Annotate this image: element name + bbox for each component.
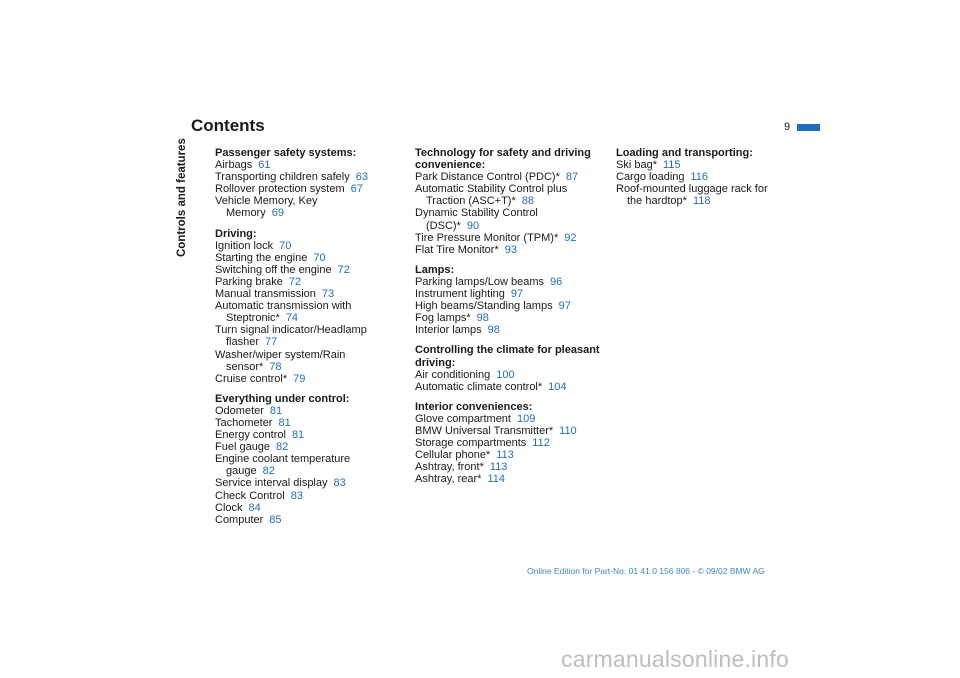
toc-entry[interactable] [415,461,605,473]
toc-entry-continuation [215,207,405,219]
toc-entry-label: Energy control [215,429,286,442]
section-tab-marker [797,124,820,131]
toc-entry[interactable] [215,490,405,502]
toc-section-title: Driving: [215,227,257,240]
toc-entry-continuation [415,195,605,207]
toc-section-title: Interior conveniences: [415,400,533,413]
toc-entry-label: Service interval display [215,477,328,490]
toc-entry[interactable] [215,453,405,477]
toc-page-link[interactable]: 113 [489,461,508,474]
toc-section [215,228,405,385]
toc-entry[interactable] [415,300,605,312]
toc-entry[interactable] [215,514,405,526]
toc-page-link[interactable]: 81 [278,416,291,429]
toc-entry-continuation [215,361,405,373]
toc-page-link[interactable]: 81 [291,429,305,442]
toc-entry[interactable] [215,159,405,171]
toc-section [415,344,605,392]
toc-entry-continuation [215,312,405,324]
toc-page-link[interactable]: 109 [516,412,536,425]
toc-entry[interactable] [616,159,806,171]
toc-page-link[interactable]: 78 [269,360,282,373]
toc-entry-label: Clock [215,501,243,514]
page-title: Contents [191,116,265,135]
toc-page-link[interactable]: 92 [564,231,577,244]
toc-entry-label: Engine coolant temperature [215,453,351,466]
toc-page-link[interactable]: 79 [293,372,306,385]
toc-page-link[interactable]: 82 [262,465,275,478]
toc-page-link[interactable]: 70 [279,239,292,252]
toc-entry[interactable] [215,276,405,288]
toc-page-link[interactable]: 72 [337,263,350,276]
toc-page-link[interactable]: 97 [558,300,571,313]
toc-entry-label: Automatic climate control* [415,380,543,393]
toc-entry-label: Cargo loading [616,171,685,184]
toc-entry[interactable] [415,244,605,256]
toc-page-link[interactable]: 116 [690,171,709,184]
toc-page-link[interactable]: 100 [496,368,515,381]
toc-page-link[interactable]: 72 [288,275,302,288]
toc-page-link[interactable]: 93 [504,243,517,256]
toc-entry-continuation-text: (DSC)* [426,219,461,232]
toc-entry[interactable] [215,417,405,429]
toc-page-link[interactable]: 87 [565,171,579,184]
toc-entry-label: Roof-mounted luggage rack for [616,183,768,196]
toc-entry[interactable] [415,369,605,381]
toc-page-link[interactable]: 73 [321,288,335,301]
toc-section [215,393,405,526]
toc-entry[interactable] [215,429,405,441]
toc-page-link[interactable]: 85 [269,513,282,526]
toc-entry-label: Tachometer [215,416,273,429]
toc-entry-label: Instrument lighting [415,288,505,301]
toc-entry-label: Air conditioning [415,368,491,381]
toc-section [415,401,605,486]
toc-entry[interactable] [415,288,605,300]
toc-page-link[interactable]: 98 [487,324,500,337]
toc-entry-label: Transporting children safely [215,171,350,184]
toc-entry-continuation-text: sensor* [226,360,264,373]
toc-entry[interactable] [415,381,605,393]
toc-entry-label: Fog lamps* [415,312,471,325]
toc-entry-label: Washer/wiper system/Rain [215,348,346,361]
toc-entry-label: Ashtray, rear* [415,473,482,486]
toc-page-link[interactable]: 115 [662,159,681,172]
toc-page-link[interactable]: 74 [285,312,299,325]
footer-edition-note: Online Edition for Part-No. 01 41 0 156 806 - © 09/02 BMW AG [527,566,765,576]
toc-entry-continuation [215,336,405,348]
toc-page-link[interactable]: 84 [248,501,261,514]
toc-entry-label: Manual transmission [215,288,316,301]
toc-page-link[interactable]: 67 [350,183,363,196]
toc-entry[interactable] [215,264,405,276]
toc-entry-label: Parking brake [215,275,283,288]
watermark: carmanualsonline.info [561,646,789,672]
toc-entry-label: Dynamic Stability Control [415,207,538,220]
toc-entry[interactable] [215,349,405,373]
toc-entry[interactable] [415,449,605,461]
toc-entry-label: Cruise control* [215,372,288,385]
toc-entry[interactable] [215,405,405,417]
toc-entry-label: Tire Pressure Monitor (TPM)* [415,231,559,244]
toc-entry-label: Automatic transmission with [215,300,352,313]
toc-entry[interactable] [415,437,605,449]
toc-entry-continuation-text: Steptronic* [226,312,280,325]
toc-entry-label: Check Control [215,489,285,502]
toc-entry-label: High beams/Standing lamps [415,300,553,313]
toc-entry[interactable] [415,413,605,425]
toc-entry-continuation-text: the hardtop* [627,195,687,208]
toc-entry[interactable] [215,502,405,514]
toc-page-link[interactable]: 83 [333,477,346,490]
toc-page-link[interactable]: 118 [692,195,711,208]
toc-column-3 [616,147,806,215]
toc-section-title: Controlling the climate for pleasant driving: [415,344,600,369]
toc-entry[interactable] [215,240,405,252]
page-number: 9 [784,121,791,133]
toc-entry-label: Fuel gauge [215,441,271,454]
toc-page-link[interactable]: 82 [276,441,289,454]
toc-entry[interactable] [415,324,605,336]
toc-entry[interactable] [215,477,405,489]
toc-entry[interactable] [215,441,405,453]
toc-page-link[interactable]: 90 [466,219,480,232]
toc-section [415,147,605,256]
toc-entry-label: Ski bag* [616,159,657,172]
toc-entry[interactable] [415,232,605,244]
toc-entry[interactable] [215,324,405,348]
toc-section-title: Lamps: [415,263,455,276]
toc-entry-continuation-text: flasher [226,336,260,349]
toc-entry[interactable] [415,312,605,324]
toc-page-link[interactable]: 97 [510,288,524,301]
toc-page-link[interactable]: 114 [487,473,505,486]
toc-entry-continuation [215,465,405,477]
toc-entry-label: Ashtray, front* [415,461,484,474]
toc-section-title: Passenger safety systems: [215,147,357,159]
toc-entry-label: Odometer [215,404,264,417]
toc-entry-label: Glove compartment [415,412,511,425]
toc-entry[interactable] [215,171,405,183]
toc-entry-label: Starting the engine [215,251,308,264]
toc-entry-label: BMW Universal Transmitter* [415,424,554,437]
toc-entry-continuation-text: Traction (ASC+T)* [426,195,516,208]
toc-entry[interactable] [215,183,405,195]
toc-page-link[interactable]: 112 [532,437,550,450]
chapter-side-label: Controls and features [176,138,188,257]
toc-page-link[interactable]: 98 [476,312,489,325]
toc-page-link[interactable]: 113 [496,449,514,462]
toc-entry-label: Park Distance Control (PDC)* [415,171,560,184]
toc-page-link[interactable]: 69 [271,207,284,220]
toc-page-link[interactable]: 104 [548,380,567,393]
toc-section [616,147,806,207]
toc-entry[interactable] [215,373,405,385]
toc-page-link[interactable]: 83 [290,489,303,502]
toc-entry-label: Parking lamps/Low beams [415,275,545,288]
toc-entry-label: Computer [215,513,264,526]
toc-entry[interactable] [215,300,405,324]
toc-page-link[interactable]: 110 [559,424,577,437]
toc-section-title: Loading and transporting: [616,147,753,159]
toc-entry-label: Vehicle Memory, Key [215,195,318,208]
toc-entry[interactable] [215,288,405,300]
toc-entry-label: Airbags [215,159,253,172]
toc-entry-label: Switching off the engine [215,263,332,276]
toc-entry-label: Cellular phone* [415,449,491,462]
toc-entry[interactable] [415,183,605,207]
toc-entry-continuation-text: gauge [226,465,257,478]
toc-entry[interactable] [215,195,405,219]
toc-entry[interactable] [616,171,806,183]
toc-page-link[interactable]: 81 [269,404,283,417]
toc-entry[interactable] [215,252,405,264]
toc-entry[interactable] [616,183,806,207]
toc-page-link[interactable]: 63 [355,171,368,184]
toc-page-link[interactable]: 61 [258,159,271,172]
toc-entry[interactable] [415,276,605,288]
toc-entry-label: Ignition lock [215,239,274,252]
toc-entry-label: Automatic Stability Control plus [415,183,568,196]
toc-column-1 [215,147,405,534]
toc-page-link[interactable]: 96 [550,275,563,288]
toc-entry-continuation-text: Memory [226,207,266,220]
toc-entry-label: Storage compartments [415,437,527,450]
toc-entry-continuation [616,195,806,207]
toc-page-link[interactable]: 77 [265,336,278,349]
toc-page-link[interactable]: 88 [521,195,535,208]
toc-page-link[interactable]: 70 [313,251,326,264]
toc-entry-label: Flat Tire Monitor* [415,243,499,256]
toc-entry-label: Interior lamps [415,324,482,337]
toc-entry-label: Turn signal indicator/Headlamp [215,324,367,337]
toc-entry[interactable] [415,171,605,183]
toc-section [215,147,405,220]
toc-section [415,264,605,337]
toc-entry-continuation [415,220,605,232]
toc-entry-label: Rollover protection system [215,183,345,196]
toc-section-title: Everything under control: [215,392,350,405]
toc-column-2 [415,147,605,493]
toc-section-title: Technology for safety and driving convenience: [415,147,591,172]
toc-entry[interactable] [415,473,605,485]
toc-entry[interactable] [415,207,605,231]
toc-entry[interactable] [415,425,605,437]
